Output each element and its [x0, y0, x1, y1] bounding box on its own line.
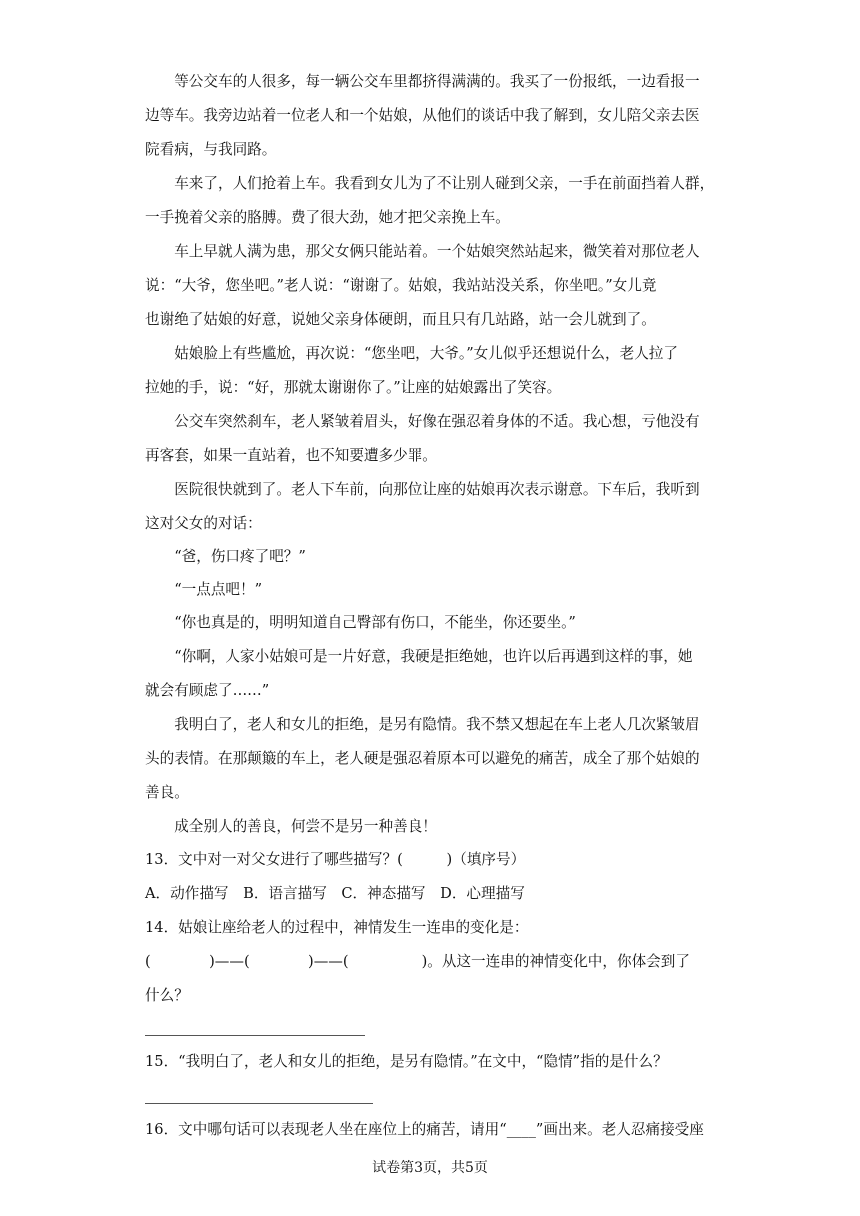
passage-line: 说：“大爷，您坐吧。”老人说：“谢谢了。姑娘，我站站没关系，你坐吧。”女儿竟: [145, 277, 657, 294]
question-16: 16．文中哪句话可以表现老人坐在座位上的痛苦，请用“____”画出来。老人忍痛接受座: [145, 1121, 704, 1138]
passage-line: “一点点吧！”: [145, 581, 263, 598]
question-14-blanks: ( )——( )——( )。从这一连串的神情变化中，你体会到了: [145, 953, 690, 970]
passage-line: 一手挽着父亲的胳膊。费了很大劲，她才把父亲挽上车。: [145, 209, 510, 226]
passage-line: 医院很快就到了。老人下车前，向那位让座的姑娘再次表示谢意。下车后，我听到: [145, 481, 700, 498]
question-13-options: A．动作描写 B．语言描写 C．神态描写 D．心理描写: [145, 885, 525, 902]
question-14: 14．姑娘让座给老人的过程中，神情发生一连串的变化是：: [145, 919, 529, 936]
passage-line: “爸，伤口疼了吧？”: [145, 548, 306, 565]
passage-line: 这对父女的对话：: [145, 515, 262, 532]
answer-line-14[interactable]: [145, 1035, 365, 1036]
passage-line: 头的表情。在那颠簸的车上，老人硬是强忍着原本可以避免的痛苦，成全了那个姑娘的: [145, 750, 700, 767]
passage-line: 公交车突然刹车，老人紧皱着眉头，好像在强忍着身体的不适。我心想，亏他没有: [145, 413, 700, 430]
passage-line: 成全别人的善良，何尝不是另一种善良！: [145, 818, 437, 835]
passage-line: 边等车。我旁边站着一位老人和一个姑娘，从他们的谈话中我了解到，女儿陪父亲去医: [145, 107, 700, 124]
question-14-end: 什么？: [145, 987, 189, 1004]
passage-line: 也谢绝了姑娘的好意，说她父亲身体硬朗，而且只有几站路，站一会儿就到了。: [145, 311, 656, 328]
passage-line: 车来了，人们抢着上车。我看到女儿为了不让别人碰到父亲，一手在前面挡着人群，: [145, 175, 715, 192]
question-13: 13．文中对一对父女进行了哪些描写？( )（填序号）: [145, 851, 526, 868]
passage-line: 就会有顾虑了……”: [145, 682, 270, 699]
passage-line: 院看病，与我同路。: [145, 141, 277, 158]
passage-line: “你也真是的，明明知道自己臀部有伤口，不能坐，你还要坐。”: [145, 614, 576, 631]
question-15: 15．“我明白了，老人和女儿的拒绝，是另有隐情。”在文中，“隐情”指的是什么？: [145, 1053, 668, 1070]
passage-line: 拉她的手，说：“好，那就太谢谢你了。”让座的姑娘露出了笑容。: [145, 379, 562, 396]
passage-line: “你啊，人家小姑娘可是一片好意，我硬是拒绝她，也许以后再遇到这样的事，她: [145, 648, 693, 665]
passage-line: 等公交车的人很多，每一辆公交车里都挤得满满的。我买了一份报纸，一边看报一: [145, 73, 700, 90]
passage-line: 我明白了，老人和女儿的拒绝，是另有隐情。我不禁又想起在车上老人几次紧皱眉: [145, 716, 700, 733]
answer-line-15[interactable]: [145, 1103, 373, 1104]
passage-line: 善良。: [145, 784, 189, 801]
passage-line: 再客套，如果一直站着，也不知要遭多少罪。: [145, 447, 437, 464]
passage-line: 姑娘脸上有些尴尬，再次说：“您坐吧，大爷。”女儿似乎还想说什么，老人拉了: [145, 345, 678, 362]
page-footer: 试卷第3页，共5页: [372, 1160, 488, 1176]
passage-line: 车上早就人满为患，那父女俩只能站着。一个姑娘突然站起来，微笑着对那位老人: [145, 243, 700, 260]
